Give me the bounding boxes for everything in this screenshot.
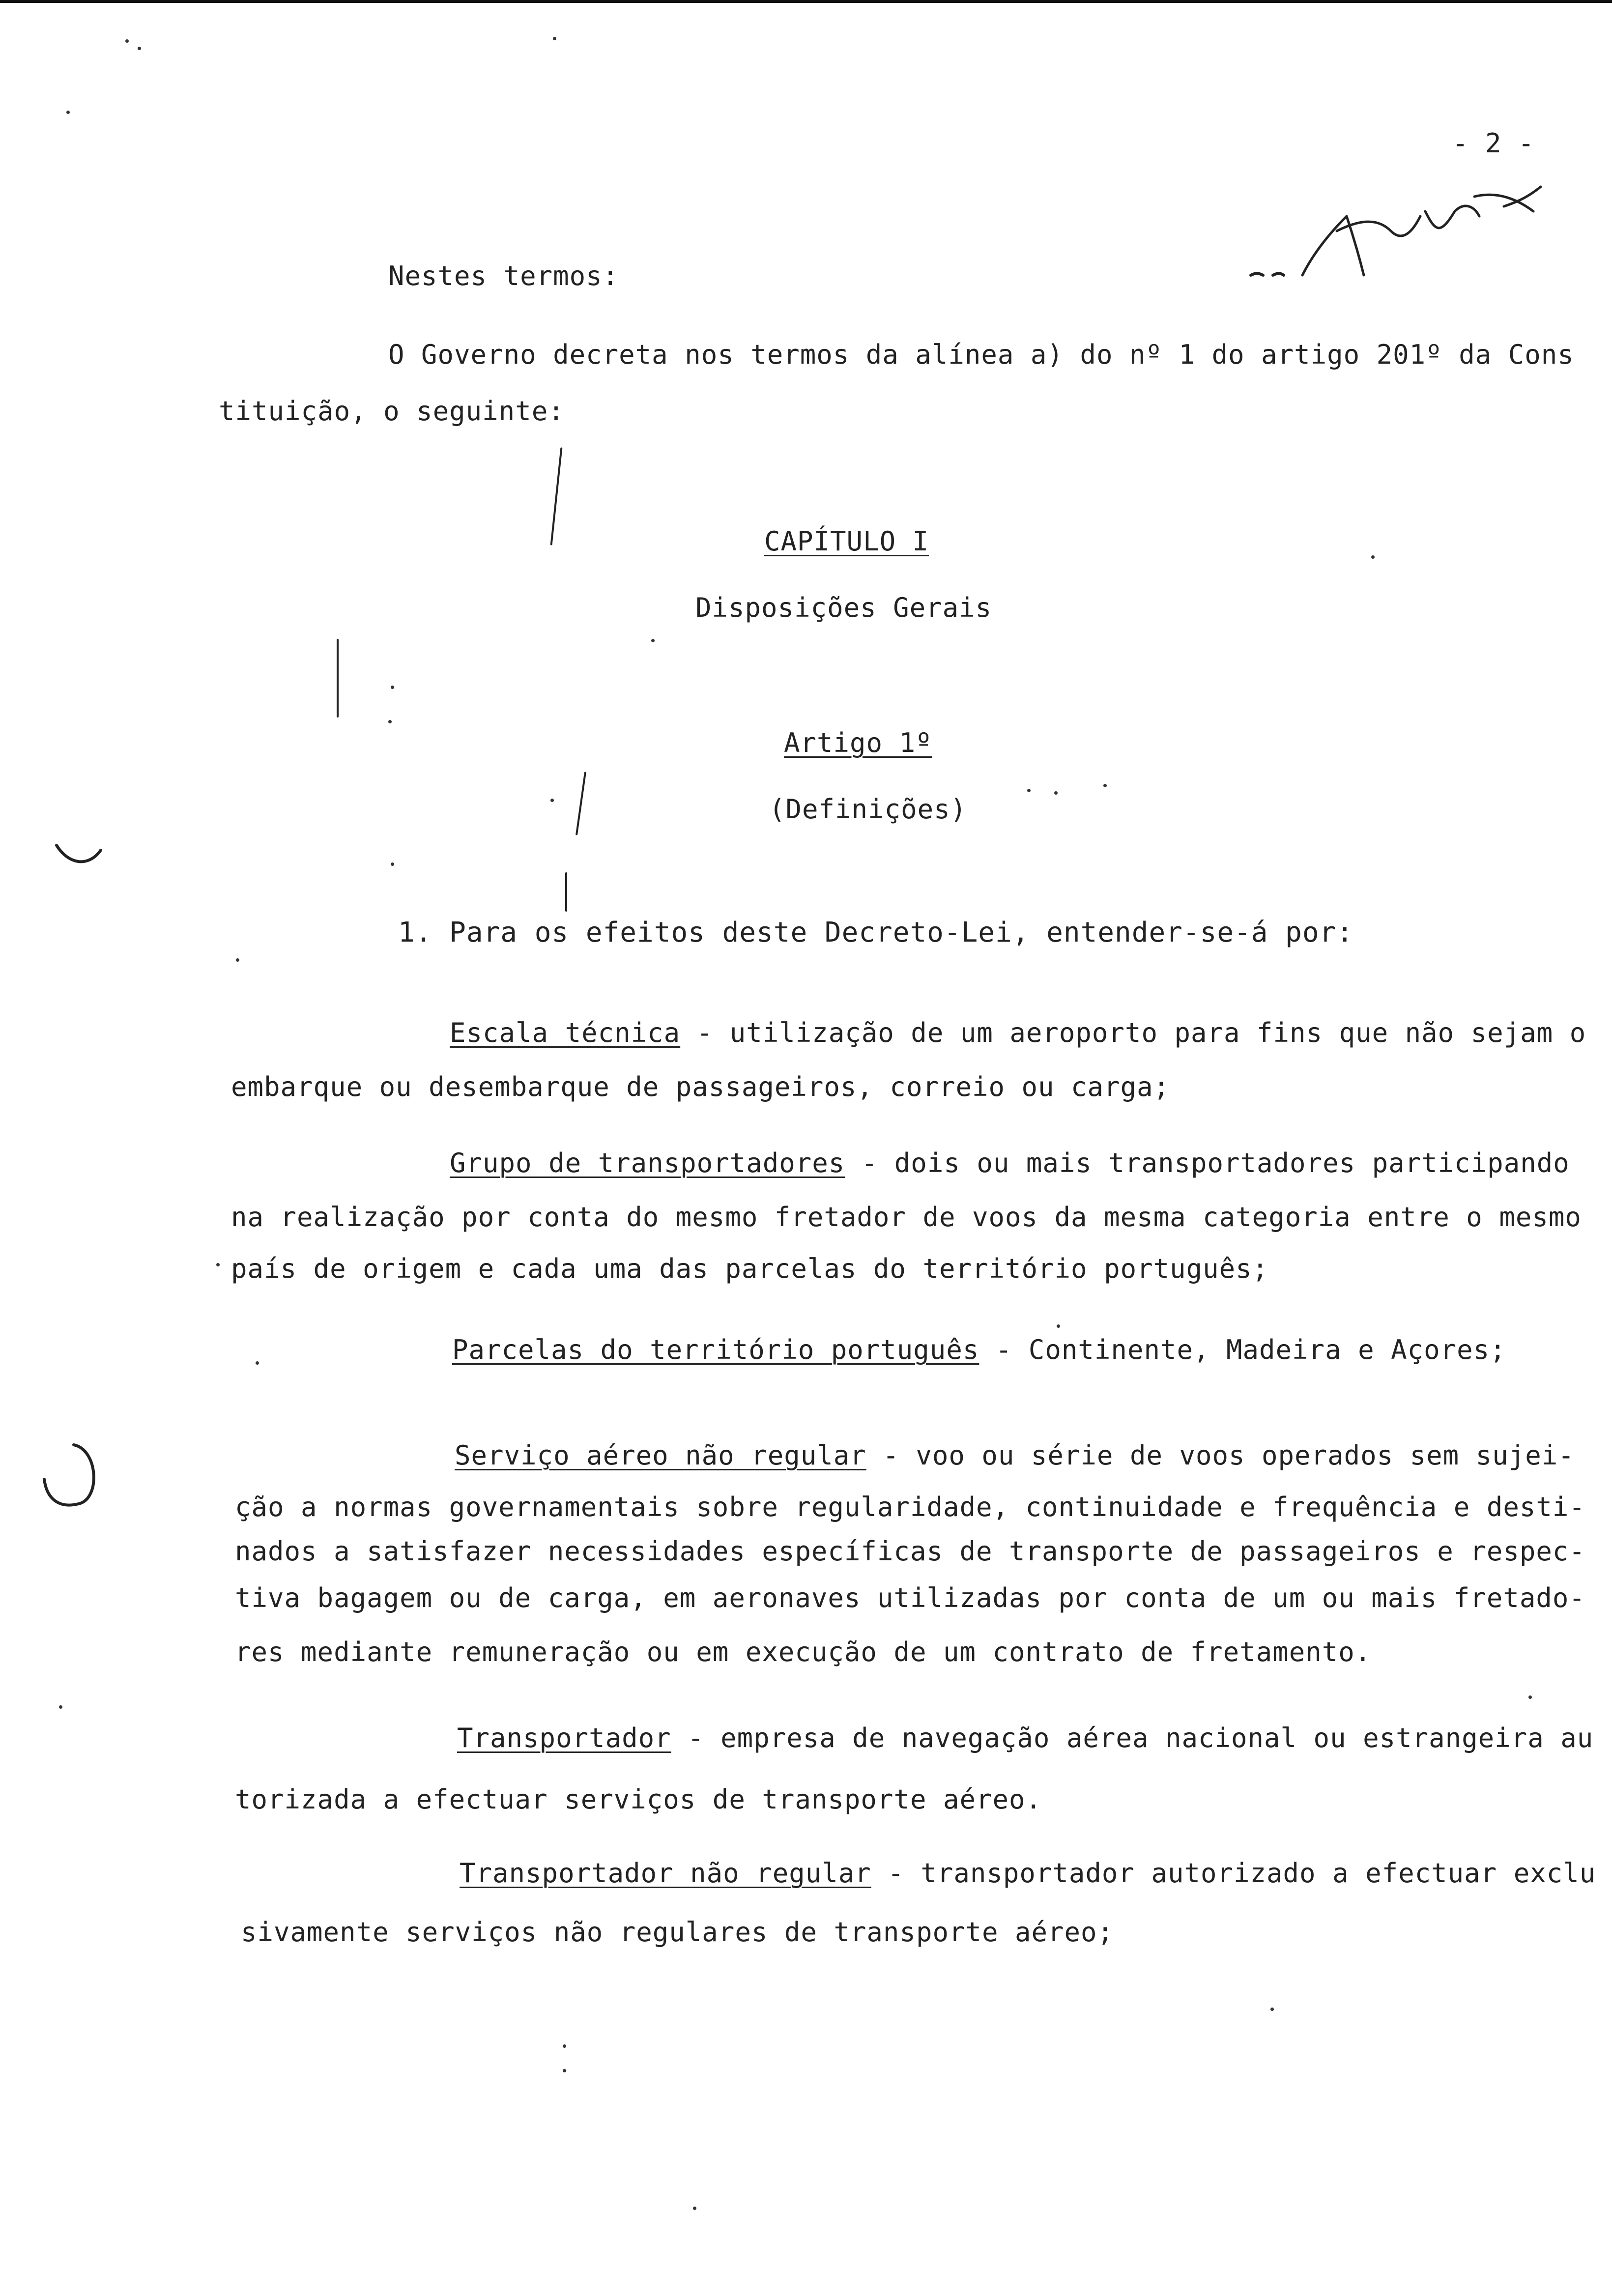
scan-speck [391, 862, 394, 866]
definition-term: Serviço aéreo não regular [455, 1440, 866, 1471]
decree-line-2: tituição, o seguinte: [219, 396, 565, 427]
intro-lead: Nestes termos: [388, 260, 619, 291]
scan-speck [216, 1263, 220, 1266]
definition-text: - utilização de um aeroporto para fins que não sejam o [680, 1017, 1586, 1048]
scan-speck [1057, 1324, 1060, 1328]
definition-text: - transportador autorizado a efectuar exclu [871, 1858, 1596, 1889]
scan-speck [1027, 789, 1031, 792]
chapter-subtitle: Disposições Gerais [695, 592, 992, 623]
definition-transportador [457, 1722, 1594, 1753]
definition-text: nados a satisfazer necessidades específicas de transporte de passageiros e respec- [235, 1536, 1585, 1567]
scan-speck [125, 39, 129, 43]
definition-parcelas-do-territorio [452, 1334, 1506, 1365]
definition-text: - dois ou mais transportadores participando [845, 1148, 1570, 1178]
scan-speck [563, 2044, 566, 2048]
scan-speck [651, 639, 655, 642]
article-subtitle: (Definições) [769, 794, 967, 825]
definition-transportador-nao-regular [460, 1860, 1596, 1887]
scan-speck [138, 47, 141, 50]
section-intro: 1. Para os efeitos deste Decreto-Lei, entender-se-á por: [398, 917, 1354, 948]
definition-grupo-de-transportadores [450, 1150, 1570, 1177]
page-number: - 2 - [1452, 128, 1535, 159]
definition-text: torizada a efectuar serviços de transporte aéreo. [235, 1784, 1042, 1815]
definition-term: Transportador não regular [460, 1858, 871, 1889]
scan-speck [59, 1705, 62, 1709]
scan-speck [693, 2207, 696, 2210]
definition-servico-aereo-nao-regular [455, 1442, 1575, 1469]
scan-speck [1054, 791, 1058, 795]
definition-text: - voo ou série de voos operados sem sujei- [866, 1440, 1575, 1471]
definition-escala-tecnica [450, 1017, 1586, 1048]
definition-text: na realização por conta do mesmo fretador de voos da mesma categoria entre o mesmo [231, 1202, 1582, 1233]
definition-text: tiva bagagem ou de carga, em aeronaves utilizadas por conta de um ou mais fretado- [235, 1582, 1585, 1613]
definition-term: Escala técnica [450, 1017, 681, 1048]
definition-text: - Continente, Madeira e Açores; [979, 1334, 1506, 1365]
scan-speck [66, 111, 70, 114]
scan-speck [388, 720, 392, 723]
article-title: Artigo 1º [784, 727, 932, 758]
definition-term: Grupo de transportadores [450, 1148, 845, 1178]
decree-line-1: O Governo decreta nos termos da alínea a) do nº 1 do artigo 201º da Cons [388, 339, 1574, 370]
scan-speck [563, 2069, 566, 2072]
chapter-title: CAPÍTULO I [764, 526, 929, 557]
definition-text: país de origem e cada uma das parcelas do território português; [231, 1253, 1269, 1284]
definition-term: Parcelas do território português [452, 1334, 979, 1365]
scan-speck [256, 1361, 259, 1365]
scan-speck [1371, 555, 1375, 559]
scan-speck [391, 686, 394, 689]
definition-text: - empresa de navegação aérea nacional ou estrangeira au [671, 1722, 1594, 1753]
definition-text: res mediante remuneração ou em execução de um contrato de fretamento. [235, 1636, 1372, 1667]
definition-text: sivamente serviços não regulares de transporte aéreo; [241, 1917, 1114, 1948]
scan-speck [550, 799, 554, 802]
scan-speck [553, 37, 556, 40]
scan-speck [1270, 2008, 1274, 2011]
scan-mark [565, 872, 567, 912]
definition-text: ção a normas governamentais sobre regularidade, continuidade e frequência e desti- [235, 1492, 1585, 1522]
scan-speck [236, 958, 239, 962]
definition-text: embarque ou desembarque de passageiros, correio ou carga; [231, 1071, 1170, 1102]
definition-term: Transportador [457, 1722, 671, 1753]
scan-speck [1103, 784, 1107, 787]
scan-mark [337, 639, 339, 718]
scan-speck [1528, 1695, 1532, 1699]
